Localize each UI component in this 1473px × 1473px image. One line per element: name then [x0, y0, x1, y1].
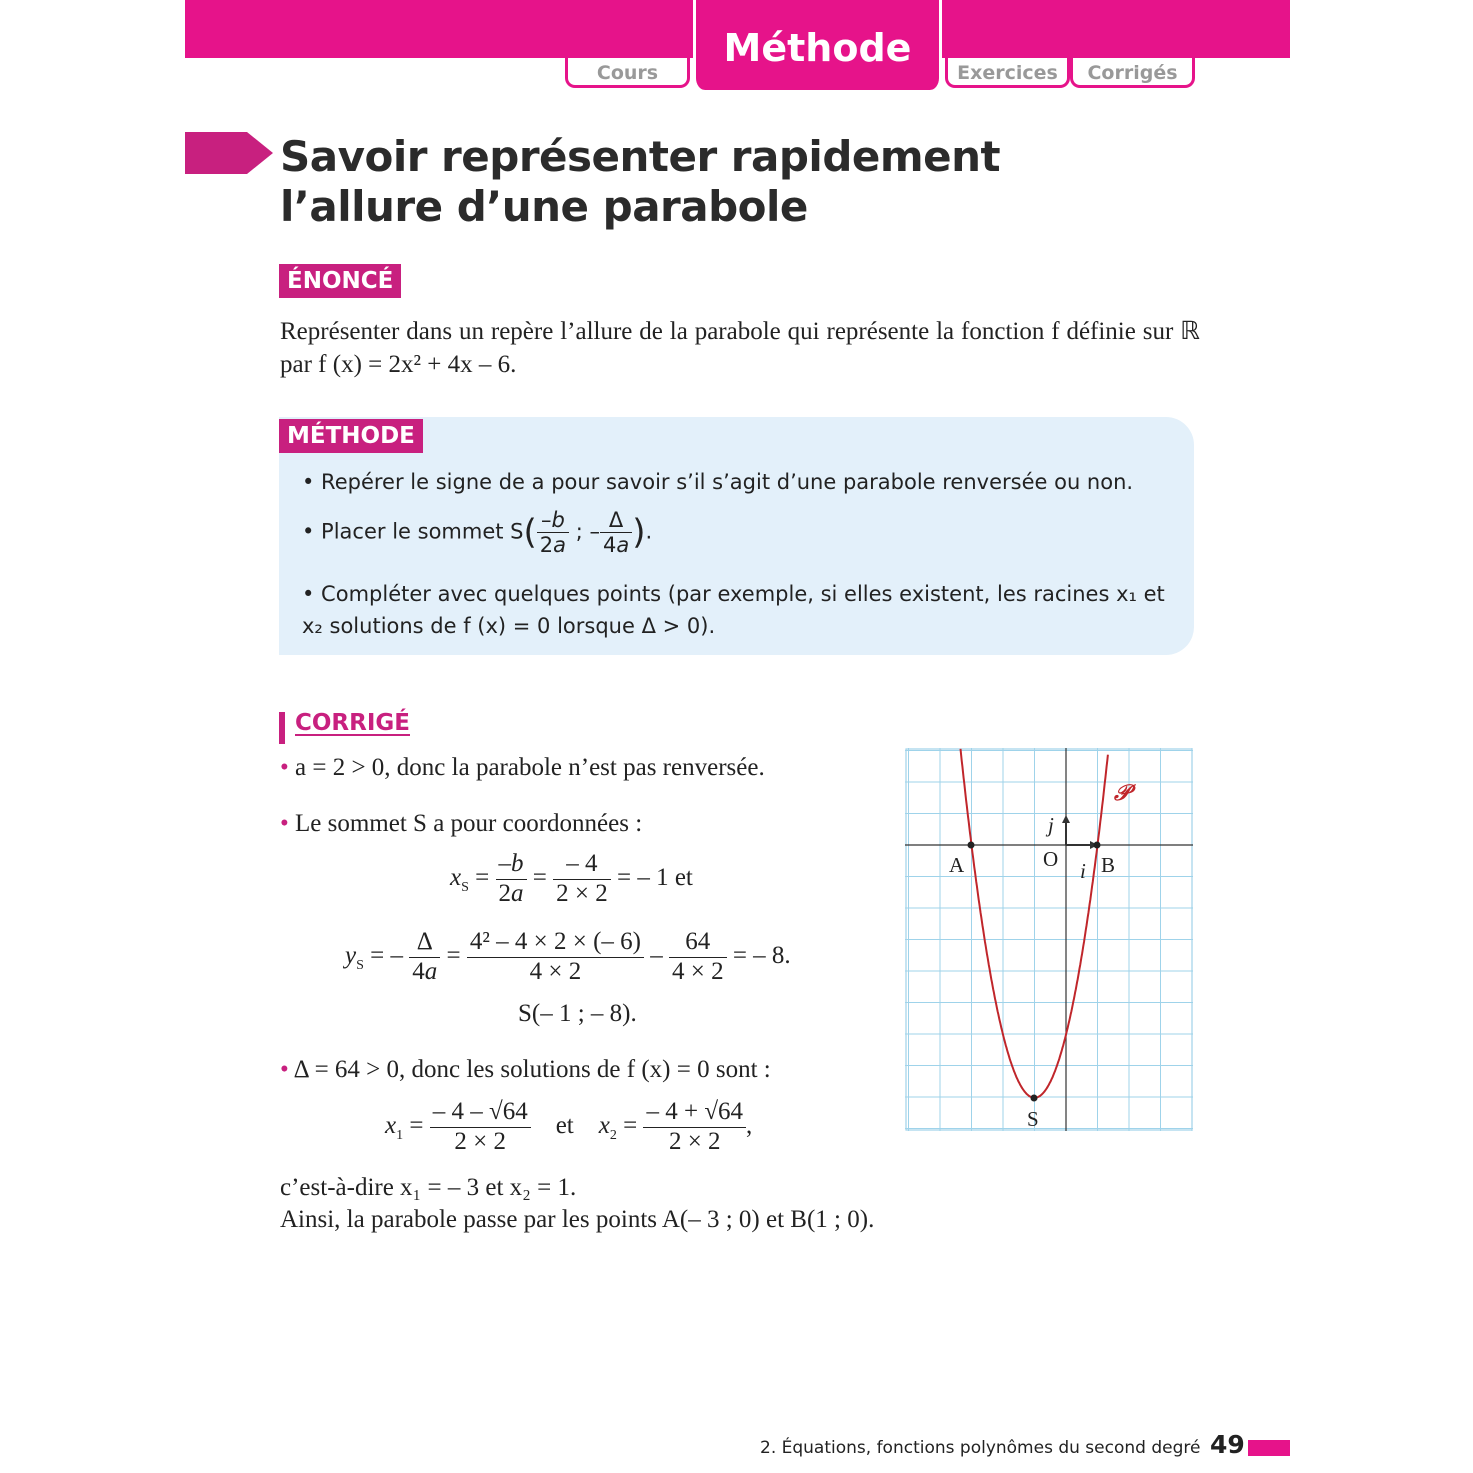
- tab-exercices[interactable]: Exercices: [945, 58, 1070, 88]
- tab-methode[interactable]: Méthode: [693, 0, 942, 90]
- xs-formula: $x_S$ = $\frac{-b}{2a}$ = $\frac{- 4}{2 \times 2}$ = – 1 et: [450, 850, 693, 907]
- point-s: [1031, 1095, 1038, 1102]
- footer-chapter: 2. Équations, fonctions polynômes du second degré: [760, 1438, 1201, 1458]
- ys-formula: $y_S$ = – $\frac{\Delta}{4a}$ = $\frac{\text{4² – 4 × 2 × (– 6)}}{4 \times 2}$ – $\frac{64}{4 \times 2}$ = – 8.: [345, 928, 791, 985]
- vector-j-head: [1062, 815, 1070, 823]
- parabola-graph: [905, 748, 1195, 1133]
- corrige-bar: [279, 712, 285, 744]
- methode-label: MÉTHODE: [279, 419, 423, 453]
- corrige-line-1: • a = 2 > 0, donc la parabole n’est pas renversée.: [280, 754, 765, 781]
- corrige-line-2: • Le sommet S a pour coordonnées :: [280, 810, 643, 837]
- point-a: [968, 842, 975, 849]
- roots-formula: $x_1$ = $\frac{- 4 - √64}{2 \times 2}$ et $x_2$ = $\frac{- 4 + √64}{2 \times 2}$ ,: [385, 1098, 753, 1155]
- corrige-line-3: • Δ = 64 > 0, donc les solutions de f (x) = 0 sont :: [280, 1056, 771, 1083]
- tab-cours[interactable]: Cours: [565, 58, 690, 88]
- corrige-line-5: Ainsi, la parabole passe par les points A(– 3 ; 0) et B(1 ; 0).: [280, 1206, 875, 1233]
- label-j: j: [1048, 813, 1054, 837]
- enonce-text: Représenter dans un repère l’allure de la parabole qui représente la fonction f définie sur ℝ par f (x) = 2x² + 4x – 6.: [280, 318, 1200, 378]
- point-b: [1094, 842, 1101, 849]
- page-number: 49: [1210, 1430, 1245, 1459]
- label-parabola: 𝒫: [1114, 780, 1130, 805]
- label-s: S: [1027, 1107, 1039, 1131]
- s-point: S(– 1 ; – 8).: [518, 1000, 637, 1027]
- page-title: Savoir représenter rapidement l’allure d’une parabole: [280, 132, 1001, 231]
- label-a: A: [949, 853, 965, 877]
- method-item-1: • Repérer le signe de a pour savoir s’il s’agit d’une parabole renversée ou non.: [302, 470, 1134, 494]
- label-b: B: [1101, 853, 1116, 877]
- enonce-label: ÉNONCÉ: [279, 264, 401, 298]
- corrige-label: CORRIGÉ: [295, 710, 410, 736]
- corrige-line-4: c’est-à-dire x₁ = – 3 et x₂ = 1.: [280, 1174, 577, 1201]
- page-bar: [1248, 1440, 1290, 1456]
- graph-grid: [905, 748, 1193, 1131]
- label-i: i: [1080, 859, 1086, 883]
- tab-corriges[interactable]: Corrigés: [1070, 58, 1195, 88]
- method-item-2: • Placer le sommet S( $\frac{-b}{2a}$ ; – $\frac{\Delta}{4a}$ ).: [302, 508, 653, 558]
- title-arrow-icon: [185, 130, 275, 176]
- method-item-3: • Compléter avec quelques points (par exemple, si elles existent, les racines x₁ et x₂ solutions de f (x) = 0 lorsque Δ > 0).: [302, 582, 1165, 638]
- label-o: O: [1043, 847, 1059, 871]
